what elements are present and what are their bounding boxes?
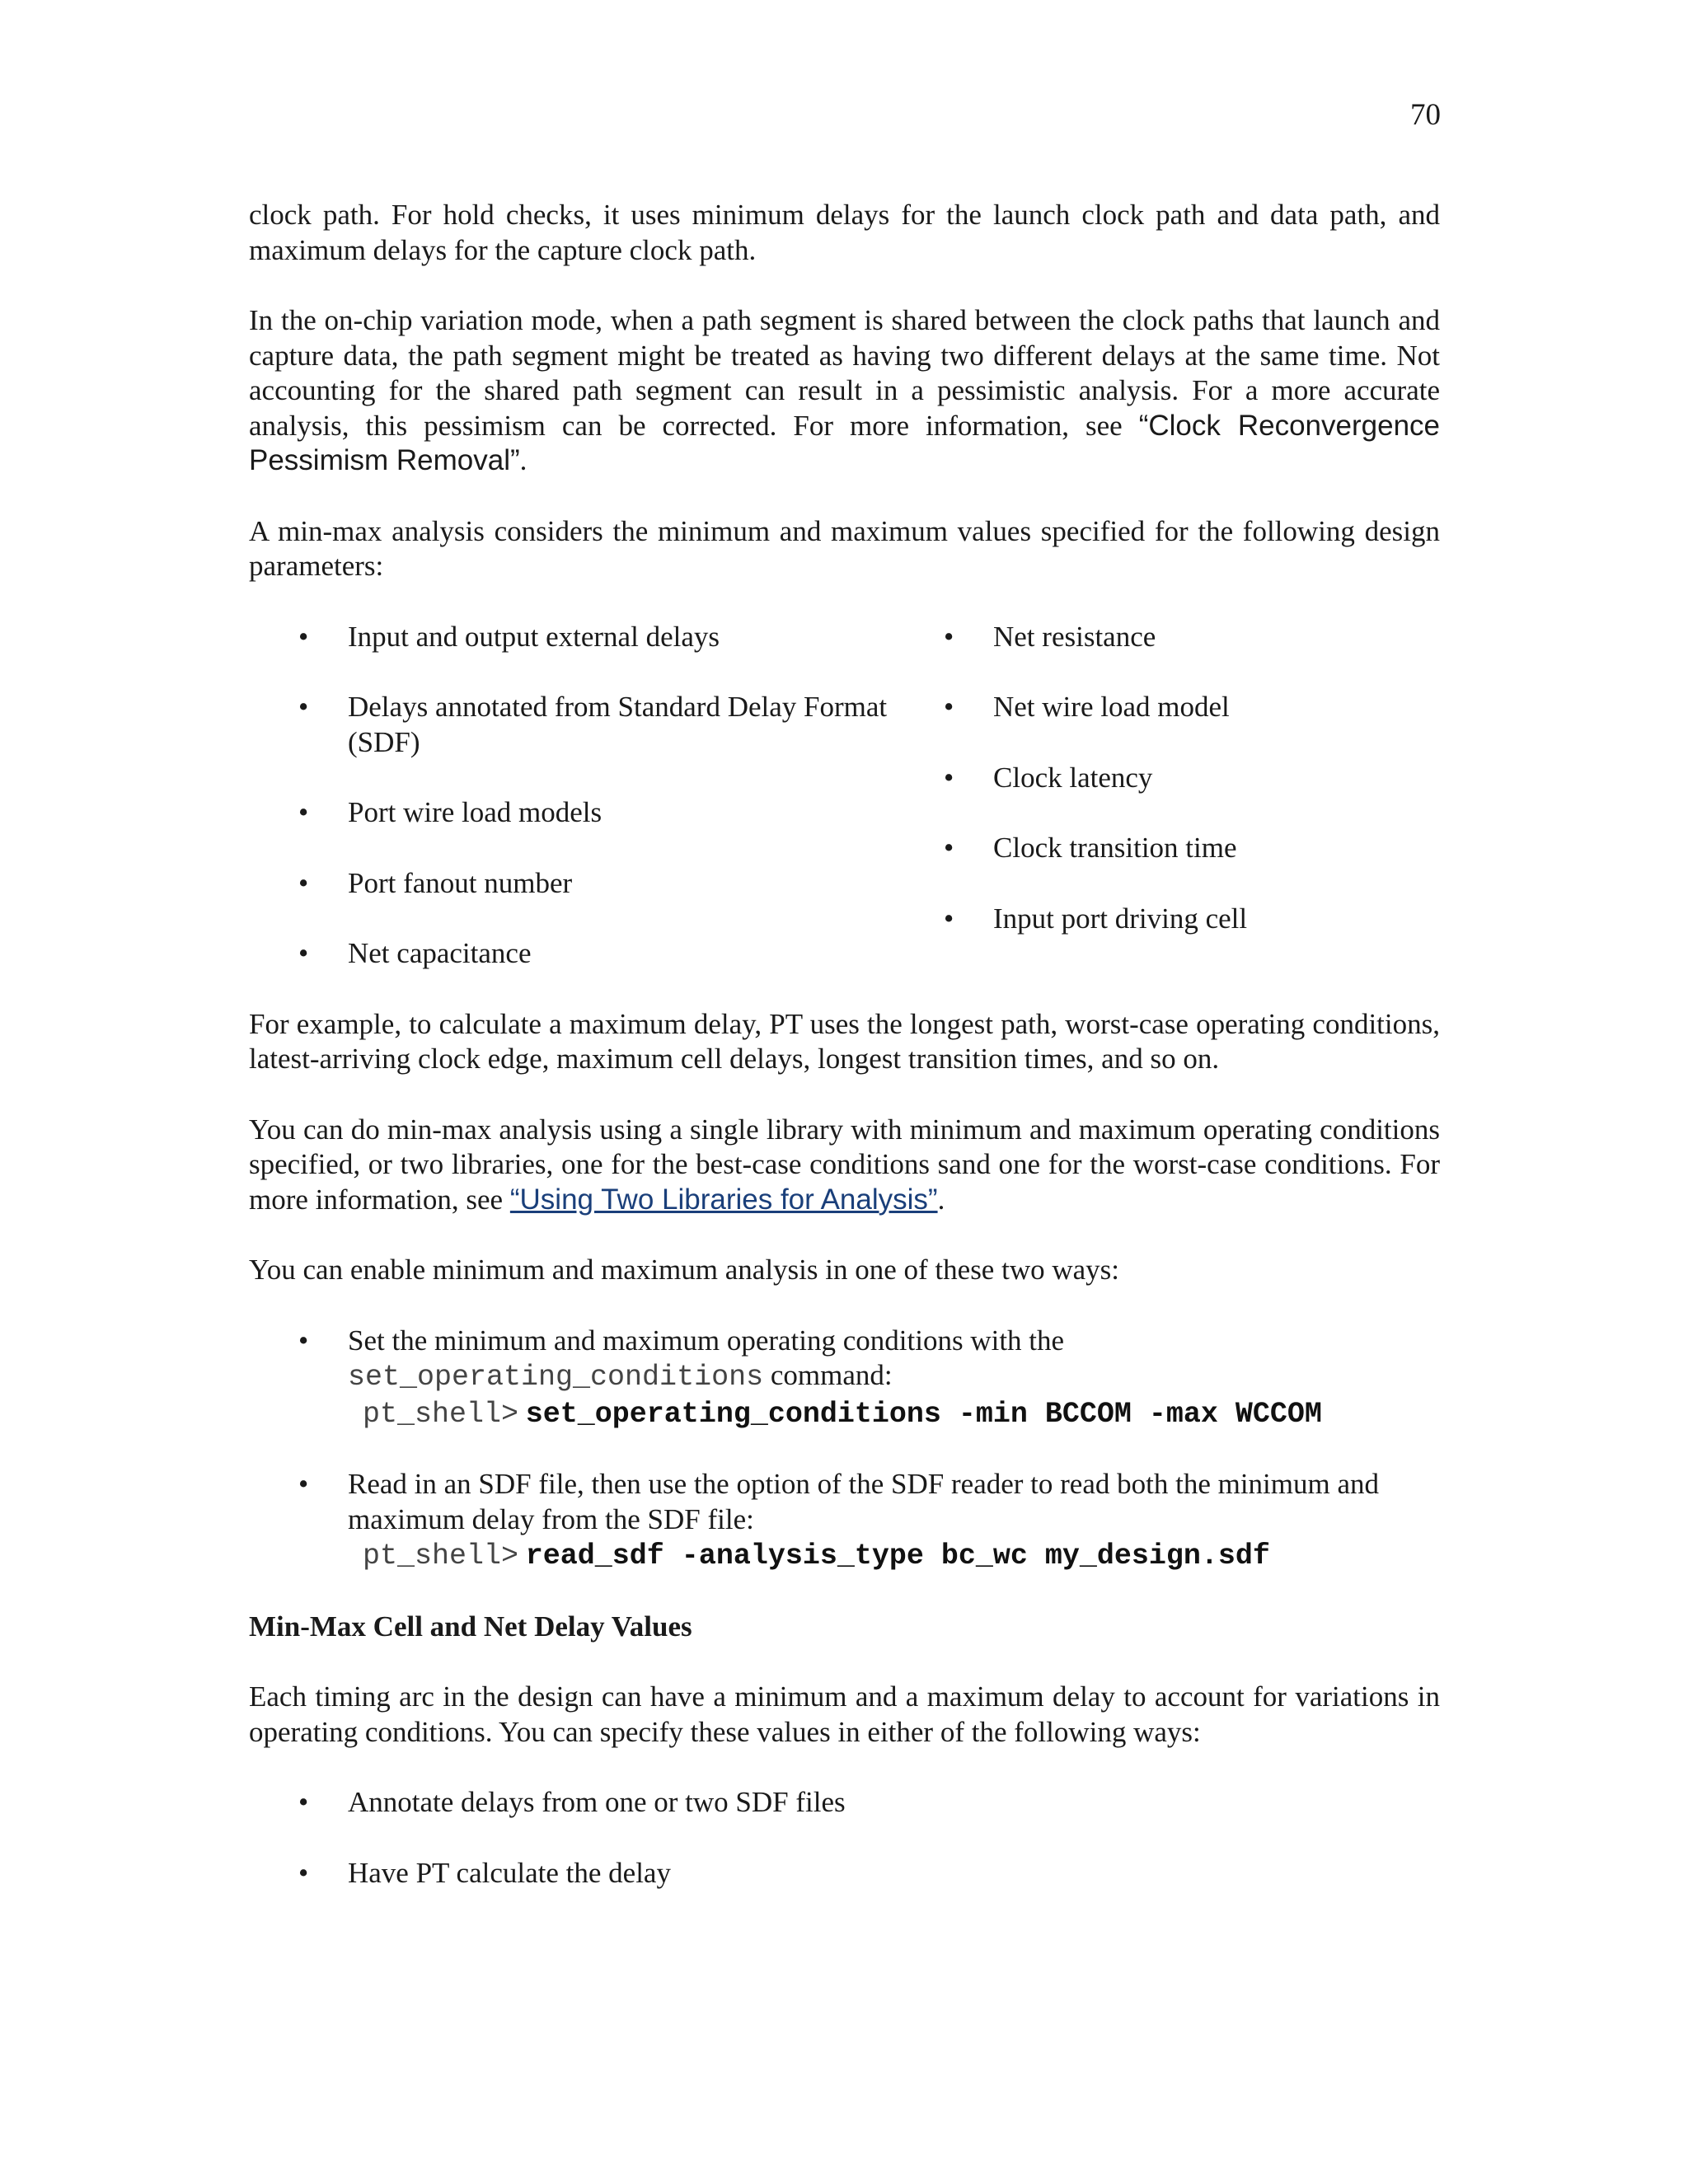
- list-item-text: Input port driving cell: [993, 902, 1248, 935]
- bullet-icon: •: [944, 620, 954, 653]
- page-number: 70: [1410, 98, 1441, 132]
- bullet-icon: •: [944, 691, 954, 723]
- shell-prompt: pt_shell>: [363, 1397, 519, 1431]
- crpr-reference: “Clock Reconvergence Pessimism Removal”: [249, 409, 1440, 476]
- libraries-text: You can do min-max analysis using a single library with minimum and maximum operating conditions specified, or two libraries, one for the best-case conditions sand one for the worst-case conditions. For more information, see: [249, 1113, 1440, 1216]
- list-item: [249, 936, 894, 972]
- shell-command-text: set_operating_conditions -min BCCOM -max WCCOM: [525, 1397, 1322, 1431]
- list-item-text: Input and output external delays: [348, 620, 720, 653]
- section-heading: Min-Max Cell and Net Delay Values: [249, 1610, 692, 1643]
- paragraph-timing-arc: Each timing arc in the design can have a minimum and a maximum delay to account for variations in operating conditions. You can specify these values in either of the following ways:: [249, 1680, 1440, 1748]
- bullet-icon: •: [298, 620, 309, 653]
- list-item-text: Port fanout number: [348, 866, 573, 899]
- list-item-text: Net capacitance: [348, 937, 532, 969]
- list-item-sdf-reader: [249, 1467, 1440, 1574]
- list-item: [894, 831, 1440, 866]
- list-item: [249, 1856, 1440, 1891]
- list-item: [249, 866, 894, 902]
- bullet-icon: •: [298, 1856, 309, 1889]
- bullet-icon: •: [298, 1468, 309, 1500]
- list-item-text: Read in an SDF file, then use the option of the SDF reader to read both the minimum and maximum delay from the SDF file:: [348, 1468, 1380, 1535]
- bullet-icon: •: [298, 691, 309, 723]
- list-item: [249, 690, 894, 760]
- ocv-text: In the on-chip variation mode, when a path segment is shared between the clock paths that launch and capture data, the path segment might be treated as having two different delays at the same time. Not accounting for the shared path segment can result in a pessimistic analysis. For a more accurate analysis, this pessimism can be corrected. For more information, see: [249, 304, 1440, 442]
- list-item: [249, 620, 894, 655]
- list-item: [894, 902, 1440, 937]
- libraries-period: .: [937, 1183, 945, 1216]
- inline-code: set_operating_conditions: [348, 1361, 764, 1394]
- bullet-icon: •: [944, 902, 954, 935]
- shell-command: [348, 1395, 1440, 1432]
- design-parameters-list: [249, 620, 1440, 972]
- list-item-text: Net wire load model: [993, 691, 1230, 723]
- ocv-period: .: [519, 444, 528, 476]
- paragraph-enable-ways: You can enable minimum and maximum analysis in one of these two ways:: [249, 1254, 1119, 1286]
- bullet-icon: •: [298, 1324, 309, 1357]
- paragraph-libraries: [249, 1113, 1440, 1218]
- parameters-right-column: [894, 620, 1440, 972]
- list-item-operating-conditions: [249, 1324, 1440, 1432]
- bullet-icon: •: [298, 796, 309, 828]
- shell-prompt: pt_shell>: [363, 1540, 519, 1572]
- list-item: [249, 1785, 1440, 1821]
- bullet-icon: •: [298, 1786, 309, 1818]
- parameters-left-column: [249, 620, 894, 972]
- bullet-icon: •: [944, 761, 954, 794]
- list-item-text: Clock latency: [993, 761, 1153, 794]
- list-item-text: Set the minimum and maximum operating conditions with the set_operating_conditions command:: [348, 1324, 1065, 1394]
- paragraph-min-max-intro: A min-max analysis considers the minimum and maximum values specified for the following design parameters:: [249, 514, 1440, 582]
- bullet-icon: •: [298, 937, 309, 969]
- list-item-text: Port wire load models: [348, 796, 603, 828]
- paragraph-max-delay-example: For example, to calculate a maximum delay, PT uses the longest path, worst-case operating conditions, latest-arriving clock edge, maximum cell delays, longest transition times, and so on.: [249, 1007, 1440, 1075]
- list-item-text: Net resistance: [993, 620, 1156, 653]
- shell-command-text: read_sdf -analysis_type bc_wc my_design.sdf: [525, 1540, 1270, 1572]
- page-content: [249, 198, 1440, 1891]
- list-item-text: Clock transition time: [993, 832, 1237, 864]
- list-item: [249, 795, 894, 831]
- shell-command: [348, 1537, 1440, 1574]
- list-item-text: Have PT calculate the delay: [348, 1856, 671, 1889]
- paragraph-hold-checks: clock path. For hold checks, it uses minimum delays for the launch clock path and data path, and maximum delays for the capture clock path.: [249, 199, 1440, 266]
- paragraph-on-chip-variation: [249, 303, 1440, 479]
- list-item: [894, 761, 1440, 796]
- list-item: [894, 620, 1440, 655]
- command-label: command:: [770, 1359, 893, 1391]
- two-libraries-link[interactable]: “Using Two Libraries for Analysis”: [509, 1183, 938, 1216]
- bullet-icon: •: [944, 832, 954, 864]
- list-item: [894, 690, 1440, 725]
- list-item-text: Delays annotated from Standard Delay Format (SDF): [348, 691, 888, 758]
- list-item-text: Annotate delays from one or two SDF files: [348, 1786, 846, 1818]
- bullet-icon: •: [298, 866, 309, 899]
